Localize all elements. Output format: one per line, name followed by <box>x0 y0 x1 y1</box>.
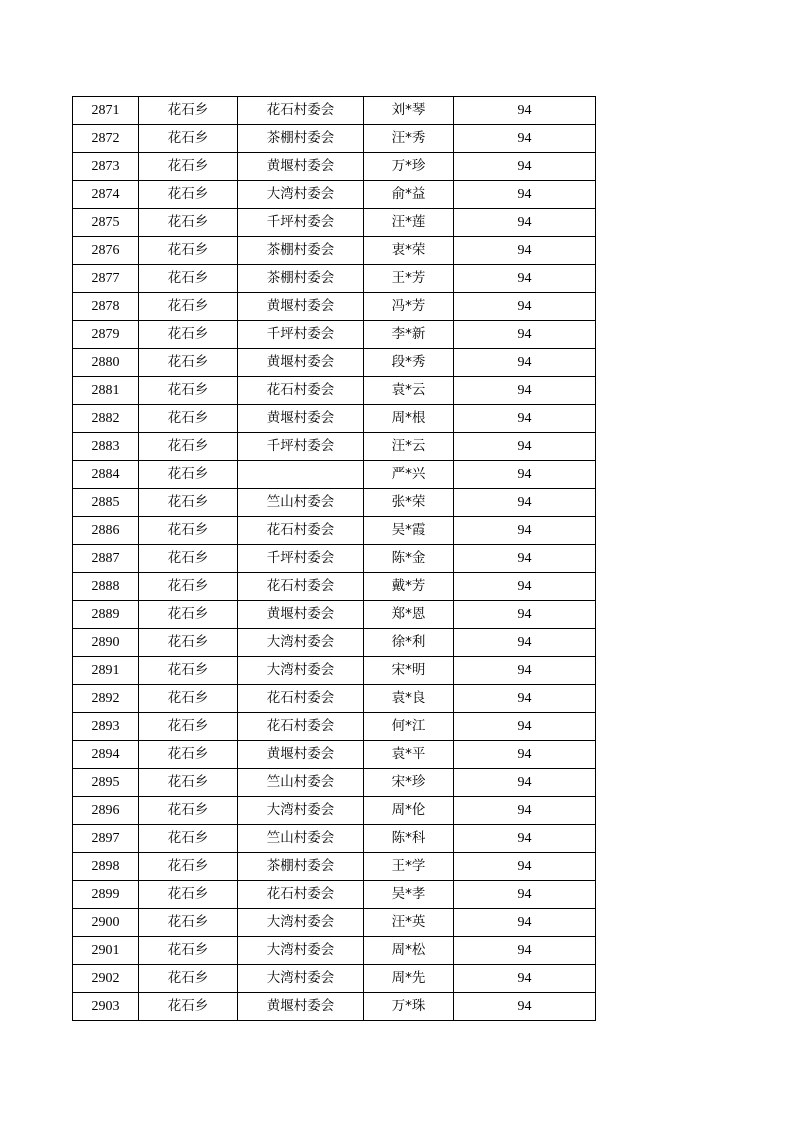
score-cell: 94 <box>454 489 596 517</box>
village-committee-cell: 黄堰村委会 <box>238 293 364 321</box>
table-row <box>73 993 596 1021</box>
person-name-cell: 周*松 <box>364 937 454 965</box>
township-cell: 花石乡 <box>139 573 238 601</box>
row-number-cell: 2898 <box>73 853 139 881</box>
village-committee-cell: 千坪村委会 <box>238 321 364 349</box>
township-cell: 花石乡 <box>139 293 238 321</box>
person-name-cell: 徐*利 <box>364 629 454 657</box>
score-cell: 94 <box>454 797 596 825</box>
township-cell: 花石乡 <box>139 629 238 657</box>
table-row <box>73 97 596 125</box>
person-name-cell: 张*荣 <box>364 489 454 517</box>
township-cell: 花石乡 <box>139 965 238 993</box>
township-cell: 花石乡 <box>139 265 238 293</box>
township-cell: 花石乡 <box>139 377 238 405</box>
village-committee-cell: 竺山村委会 <box>238 825 364 853</box>
village-committee-cell: 竺山村委会 <box>238 489 364 517</box>
score-cell: 94 <box>454 153 596 181</box>
score-cell: 94 <box>454 405 596 433</box>
person-name-cell: 袁*良 <box>364 685 454 713</box>
row-number-cell: 2903 <box>73 993 139 1021</box>
row-number-cell: 2897 <box>73 825 139 853</box>
person-name-cell: 何*江 <box>364 713 454 741</box>
township-cell: 花石乡 <box>139 153 238 181</box>
table-row <box>73 321 596 349</box>
score-cell: 94 <box>454 741 596 769</box>
township-cell: 花石乡 <box>139 601 238 629</box>
score-cell: 94 <box>454 97 596 125</box>
row-number-cell: 2871 <box>73 97 139 125</box>
person-name-cell: 吴*霞 <box>364 517 454 545</box>
person-name-cell: 陈*金 <box>364 545 454 573</box>
person-name-cell: 宋*珍 <box>364 769 454 797</box>
village-committee-cell: 花石村委会 <box>238 713 364 741</box>
score-cell: 94 <box>454 657 596 685</box>
township-cell: 花石乡 <box>139 993 238 1021</box>
village-committee-cell: 茶棚村委会 <box>238 125 364 153</box>
table-row <box>73 909 596 937</box>
village-committee-cell: 黄堰村委会 <box>238 405 364 433</box>
village-committee-cell: 黄堰村委会 <box>238 153 364 181</box>
table-row <box>73 377 596 405</box>
table-row <box>73 601 596 629</box>
table-row <box>73 629 596 657</box>
table-row <box>73 461 596 489</box>
score-cell: 94 <box>454 293 596 321</box>
score-cell: 94 <box>454 825 596 853</box>
score-cell: 94 <box>454 461 596 489</box>
row-number-cell: 2900 <box>73 909 139 937</box>
table-row <box>73 825 596 853</box>
table-row <box>73 685 596 713</box>
village-committee-cell: 花石村委会 <box>238 377 364 405</box>
table-row <box>73 125 596 153</box>
table-row <box>73 741 596 769</box>
roster-table-body <box>73 97 596 1021</box>
score-cell: 94 <box>454 601 596 629</box>
row-number-cell: 2892 <box>73 685 139 713</box>
row-number-cell: 2875 <box>73 209 139 237</box>
row-number-cell: 2885 <box>73 489 139 517</box>
row-number-cell: 2884 <box>73 461 139 489</box>
township-cell: 花石乡 <box>139 769 238 797</box>
village-committee-cell: 大湾村委会 <box>238 965 364 993</box>
table-row <box>73 573 596 601</box>
score-cell: 94 <box>454 965 596 993</box>
person-name-cell: 王*芳 <box>364 265 454 293</box>
row-number-cell: 2890 <box>73 629 139 657</box>
person-name-cell: 周*伦 <box>364 797 454 825</box>
table-row <box>73 517 596 545</box>
township-cell: 花石乡 <box>139 881 238 909</box>
village-committee-cell: 黄堰村委会 <box>238 601 364 629</box>
person-name-cell: 戴*芳 <box>364 573 454 601</box>
township-cell: 花石乡 <box>139 545 238 573</box>
village-committee-cell: 千坪村委会 <box>238 433 364 461</box>
score-cell: 94 <box>454 937 596 965</box>
village-committee-cell: 茶棚村委会 <box>238 853 364 881</box>
score-cell: 94 <box>454 377 596 405</box>
village-committee-cell: 千坪村委会 <box>238 209 364 237</box>
township-cell: 花石乡 <box>139 209 238 237</box>
township-cell: 花石乡 <box>139 433 238 461</box>
table-row <box>73 237 596 265</box>
person-name-cell: 汪*秀 <box>364 125 454 153</box>
village-committee-cell: 花石村委会 <box>238 517 364 545</box>
township-cell: 花石乡 <box>139 685 238 713</box>
score-cell: 94 <box>454 993 596 1021</box>
row-number-cell: 2894 <box>73 741 139 769</box>
township-cell: 花石乡 <box>139 937 238 965</box>
township-cell: 花石乡 <box>139 321 238 349</box>
person-name-cell: 万*珍 <box>364 153 454 181</box>
score-cell: 94 <box>454 545 596 573</box>
table-row <box>73 769 596 797</box>
table-row <box>73 713 596 741</box>
township-cell: 花石乡 <box>139 125 238 153</box>
person-name-cell: 俞*益 <box>364 181 454 209</box>
score-cell: 94 <box>454 237 596 265</box>
row-number-cell: 2888 <box>73 573 139 601</box>
person-name-cell: 段*秀 <box>364 349 454 377</box>
person-name-cell: 宋*明 <box>364 657 454 685</box>
village-committee-cell: 黄堰村委会 <box>238 993 364 1021</box>
row-number-cell: 2872 <box>73 125 139 153</box>
person-name-cell: 冯*芳 <box>364 293 454 321</box>
score-cell: 94 <box>454 881 596 909</box>
village-committee-cell: 茶棚村委会 <box>238 237 364 265</box>
row-number-cell: 2876 <box>73 237 139 265</box>
table-row <box>73 545 596 573</box>
township-cell: 花石乡 <box>139 909 238 937</box>
township-cell: 花石乡 <box>139 181 238 209</box>
score-cell: 94 <box>454 265 596 293</box>
township-cell: 花石乡 <box>139 853 238 881</box>
township-cell: 花石乡 <box>139 741 238 769</box>
table-row <box>73 405 596 433</box>
row-number-cell: 2899 <box>73 881 139 909</box>
row-number-cell: 2893 <box>73 713 139 741</box>
row-number-cell: 2880 <box>73 349 139 377</box>
table-row <box>73 881 596 909</box>
score-cell: 94 <box>454 209 596 237</box>
person-name-cell: 陈*科 <box>364 825 454 853</box>
table-row <box>73 965 596 993</box>
person-name-cell: 万*珠 <box>364 993 454 1021</box>
table-row <box>73 265 596 293</box>
row-number-cell: 2896 <box>73 797 139 825</box>
score-cell: 94 <box>454 909 596 937</box>
person-name-cell: 衷*荣 <box>364 237 454 265</box>
table-row <box>73 181 596 209</box>
village-committee-cell: 大湾村委会 <box>238 797 364 825</box>
township-cell: 花石乡 <box>139 489 238 517</box>
row-number-cell: 2883 <box>73 433 139 461</box>
village-committee-cell: 黄堰村委会 <box>238 349 364 377</box>
row-number-cell: 2878 <box>73 293 139 321</box>
person-name-cell: 袁*云 <box>364 377 454 405</box>
roster-table <box>72 96 596 1021</box>
person-name-cell: 刘*琴 <box>364 97 454 125</box>
person-name-cell: 王*学 <box>364 853 454 881</box>
person-name-cell: 吴*孝 <box>364 881 454 909</box>
table-row <box>73 937 596 965</box>
score-cell: 94 <box>454 573 596 601</box>
person-name-cell: 周*根 <box>364 405 454 433</box>
score-cell: 94 <box>454 685 596 713</box>
township-cell: 花石乡 <box>139 97 238 125</box>
person-name-cell: 汪*莲 <box>364 209 454 237</box>
table-row <box>73 209 596 237</box>
village-committee-cell: 大湾村委会 <box>238 181 364 209</box>
village-committee-cell: 花石村委会 <box>238 685 364 713</box>
table-row <box>73 349 596 377</box>
township-cell: 花石乡 <box>139 713 238 741</box>
township-cell: 花石乡 <box>139 461 238 489</box>
village-committee-cell: 黄堰村委会 <box>238 741 364 769</box>
row-number-cell: 2887 <box>73 545 139 573</box>
score-cell: 94 <box>454 853 596 881</box>
score-cell: 94 <box>454 629 596 657</box>
village-committee-cell: 花石村委会 <box>238 573 364 601</box>
score-cell: 94 <box>454 125 596 153</box>
township-cell: 花石乡 <box>139 349 238 377</box>
score-cell: 94 <box>454 769 596 797</box>
person-name-cell: 李*新 <box>364 321 454 349</box>
row-number-cell: 2877 <box>73 265 139 293</box>
village-committee-cell: 茶棚村委会 <box>238 265 364 293</box>
score-cell: 94 <box>454 433 596 461</box>
person-name-cell: 郑*恩 <box>364 601 454 629</box>
table-row <box>73 489 596 517</box>
table-row <box>73 797 596 825</box>
village-committee-cell: 大湾村委会 <box>238 937 364 965</box>
score-cell: 94 <box>454 321 596 349</box>
row-number-cell: 2901 <box>73 937 139 965</box>
village-committee-cell: 竺山村委会 <box>238 769 364 797</box>
village-committee-cell: 花石村委会 <box>238 881 364 909</box>
village-committee-cell: 大湾村委会 <box>238 657 364 685</box>
person-name-cell: 袁*平 <box>364 741 454 769</box>
row-number-cell: 2881 <box>73 377 139 405</box>
score-cell: 94 <box>454 181 596 209</box>
person-name-cell: 汪*云 <box>364 433 454 461</box>
person-name-cell: 严*兴 <box>364 461 454 489</box>
row-number-cell: 2889 <box>73 601 139 629</box>
township-cell: 花石乡 <box>139 657 238 685</box>
score-cell: 94 <box>454 517 596 545</box>
person-name-cell: 汪*英 <box>364 909 454 937</box>
table-row <box>73 433 596 461</box>
score-cell: 94 <box>454 349 596 377</box>
village-committee-cell: 大湾村委会 <box>238 629 364 657</box>
row-number-cell: 2873 <box>73 153 139 181</box>
village-committee-cell: 大湾村委会 <box>238 909 364 937</box>
row-number-cell: 2886 <box>73 517 139 545</box>
row-number-cell: 2874 <box>73 181 139 209</box>
township-cell: 花石乡 <box>139 405 238 433</box>
township-cell: 花石乡 <box>139 825 238 853</box>
village-committee-cell: 花石村委会 <box>238 97 364 125</box>
table-row <box>73 293 596 321</box>
row-number-cell: 2891 <box>73 657 139 685</box>
village-committee-cell <box>238 461 364 489</box>
township-cell: 花石乡 <box>139 517 238 545</box>
row-number-cell: 2902 <box>73 965 139 993</box>
village-committee-cell: 千坪村委会 <box>238 545 364 573</box>
row-number-cell: 2895 <box>73 769 139 797</box>
table-row <box>73 657 596 685</box>
score-cell: 94 <box>454 713 596 741</box>
township-cell: 花石乡 <box>139 797 238 825</box>
row-number-cell: 2882 <box>73 405 139 433</box>
row-number-cell: 2879 <box>73 321 139 349</box>
township-cell: 花石乡 <box>139 237 238 265</box>
table-row <box>73 153 596 181</box>
person-name-cell: 周*先 <box>364 965 454 993</box>
table-row <box>73 853 596 881</box>
